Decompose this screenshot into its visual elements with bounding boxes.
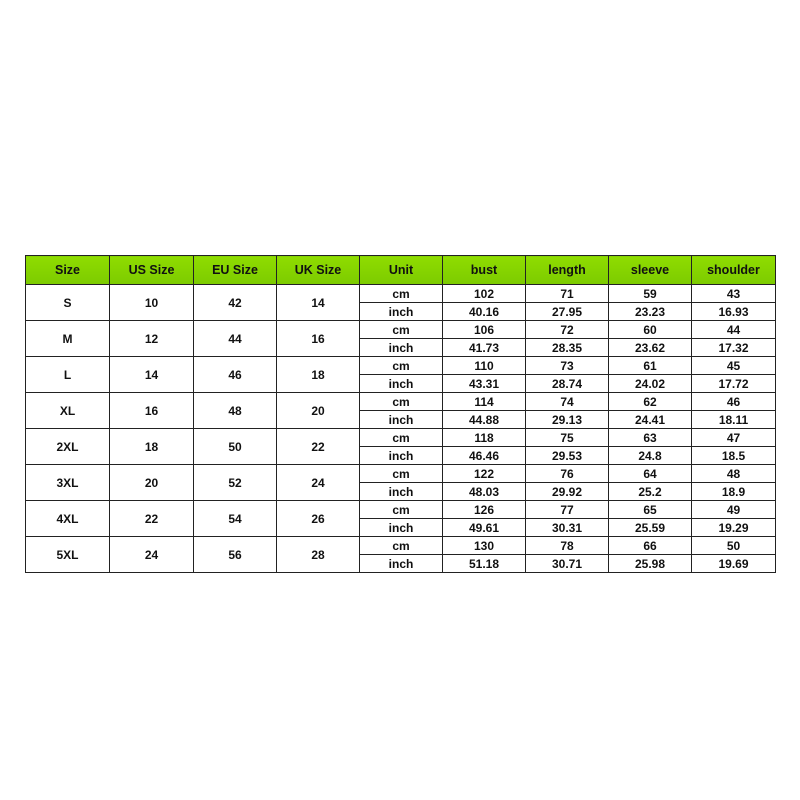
table-row-cm (26, 393, 776, 411)
shoulder-cell: 18.9 (692, 483, 776, 501)
uk-size-cell: 28 (277, 537, 360, 573)
bust-cell: 114 (443, 393, 526, 411)
sleeve-cell: 65 (609, 501, 692, 519)
size-cell: S (26, 285, 110, 321)
bust-cell: 102 (443, 285, 526, 303)
shoulder-cell: 44 (692, 321, 776, 339)
length-cell: 28.35 (526, 339, 609, 357)
header-unit: Unit (360, 256, 443, 285)
unit-cell: inch (360, 339, 443, 357)
table-row-cm (26, 465, 776, 483)
sleeve-cell: 23.23 (609, 303, 692, 321)
length-cell: 29.92 (526, 483, 609, 501)
size-cell: L (26, 357, 110, 393)
uk-size-cell: 16 (277, 321, 360, 357)
size-chart-table (25, 255, 776, 573)
eu-size-cell: 44 (194, 321, 277, 357)
sleeve-cell: 25.98 (609, 555, 692, 573)
eu-size-cell: 54 (194, 501, 277, 537)
shoulder-cell: 48 (692, 465, 776, 483)
shoulder-cell: 45 (692, 357, 776, 375)
bust-cell: 110 (443, 357, 526, 375)
bust-cell: 49.61 (443, 519, 526, 537)
sleeve-cell: 63 (609, 429, 692, 447)
length-cell: 28.74 (526, 375, 609, 393)
bust-cell: 44.88 (443, 411, 526, 429)
eu-size-cell: 46 (194, 357, 277, 393)
bust-cell: 122 (443, 465, 526, 483)
table-row-cm (26, 501, 776, 519)
shoulder-cell: 49 (692, 501, 776, 519)
length-cell: 29.13 (526, 411, 609, 429)
length-cell: 73 (526, 357, 609, 375)
size-cell: XL (26, 393, 110, 429)
eu-size-cell: 50 (194, 429, 277, 465)
sleeve-cell: 25.59 (609, 519, 692, 537)
table-row-cm (26, 537, 776, 555)
length-cell: 29.53 (526, 447, 609, 465)
bust-cell: 118 (443, 429, 526, 447)
shoulder-cell: 47 (692, 429, 776, 447)
header-bust: bust (443, 256, 526, 285)
size-cell: 5XL (26, 537, 110, 573)
eu-size-cell: 52 (194, 465, 277, 501)
unit-cell: cm (360, 285, 443, 303)
uk-size-cell: 18 (277, 357, 360, 393)
bust-cell: 106 (443, 321, 526, 339)
header-us-size: US Size (110, 256, 194, 285)
us-size-cell: 22 (110, 501, 194, 537)
size-cell: 3XL (26, 465, 110, 501)
us-size-cell: 16 (110, 393, 194, 429)
header-row (26, 256, 776, 285)
unit-cell: cm (360, 357, 443, 375)
unit-cell: cm (360, 501, 443, 519)
shoulder-cell: 19.29 (692, 519, 776, 537)
unit-cell: cm (360, 429, 443, 447)
shoulder-cell: 19.69 (692, 555, 776, 573)
shoulder-cell: 17.32 (692, 339, 776, 357)
unit-cell: inch (360, 447, 443, 465)
uk-size-cell: 22 (277, 429, 360, 465)
table-row-cm (26, 357, 776, 375)
unit-cell: inch (360, 411, 443, 429)
bust-cell: 41.73 (443, 339, 526, 357)
bust-cell: 51.18 (443, 555, 526, 573)
length-cell: 74 (526, 393, 609, 411)
length-cell: 75 (526, 429, 609, 447)
unit-cell: cm (360, 321, 443, 339)
header-uk-size: UK Size (277, 256, 360, 285)
sleeve-cell: 61 (609, 357, 692, 375)
uk-size-cell: 20 (277, 393, 360, 429)
sleeve-cell: 24.02 (609, 375, 692, 393)
sleeve-cell: 62 (609, 393, 692, 411)
table-row-cm (26, 429, 776, 447)
shoulder-cell: 18.5 (692, 447, 776, 465)
header-eu-size: EU Size (194, 256, 277, 285)
shoulder-cell: 16.93 (692, 303, 776, 321)
header-shoulder: shoulder (692, 256, 776, 285)
length-cell: 71 (526, 285, 609, 303)
header-sleeve: sleeve (609, 256, 692, 285)
length-cell: 30.71 (526, 555, 609, 573)
us-size-cell: 24 (110, 537, 194, 573)
table-row-cm (26, 321, 776, 339)
unit-cell: inch (360, 375, 443, 393)
shoulder-cell: 50 (692, 537, 776, 555)
sleeve-cell: 25.2 (609, 483, 692, 501)
us-size-cell: 12 (110, 321, 194, 357)
unit-cell: inch (360, 303, 443, 321)
size-cell: M (26, 321, 110, 357)
size-cell: 2XL (26, 429, 110, 465)
uk-size-cell: 26 (277, 501, 360, 537)
bust-cell: 40.16 (443, 303, 526, 321)
sleeve-cell: 59 (609, 285, 692, 303)
bust-cell: 126 (443, 501, 526, 519)
us-size-cell: 20 (110, 465, 194, 501)
size-cell: 4XL (26, 501, 110, 537)
sleeve-cell: 24.8 (609, 447, 692, 465)
table-row-cm (26, 285, 776, 303)
sleeve-cell: 24.41 (609, 411, 692, 429)
us-size-cell: 10 (110, 285, 194, 321)
header-size: Size (26, 256, 110, 285)
length-cell: 78 (526, 537, 609, 555)
us-size-cell: 18 (110, 429, 194, 465)
header-length: length (526, 256, 609, 285)
us-size-cell: 14 (110, 357, 194, 393)
eu-size-cell: 48 (194, 393, 277, 429)
length-cell: 72 (526, 321, 609, 339)
shoulder-cell: 43 (692, 285, 776, 303)
shoulder-cell: 46 (692, 393, 776, 411)
length-cell: 27.95 (526, 303, 609, 321)
table-header (26, 256, 776, 285)
uk-size-cell: 24 (277, 465, 360, 501)
bust-cell: 48.03 (443, 483, 526, 501)
bust-cell: 46.46 (443, 447, 526, 465)
unit-cell: cm (360, 465, 443, 483)
sleeve-cell: 60 (609, 321, 692, 339)
sleeve-cell: 23.62 (609, 339, 692, 357)
bust-cell: 43.31 (443, 375, 526, 393)
unit-cell: cm (360, 393, 443, 411)
length-cell: 30.31 (526, 519, 609, 537)
unit-cell: inch (360, 483, 443, 501)
unit-cell: cm (360, 537, 443, 555)
sleeve-cell: 66 (609, 537, 692, 555)
eu-size-cell: 56 (194, 537, 277, 573)
bust-cell: 130 (443, 537, 526, 555)
length-cell: 77 (526, 501, 609, 519)
shoulder-cell: 18.11 (692, 411, 776, 429)
eu-size-cell: 42 (194, 285, 277, 321)
table-body (26, 285, 776, 573)
shoulder-cell: 17.72 (692, 375, 776, 393)
unit-cell: inch (360, 555, 443, 573)
sleeve-cell: 64 (609, 465, 692, 483)
uk-size-cell: 14 (277, 285, 360, 321)
length-cell: 76 (526, 465, 609, 483)
unit-cell: inch (360, 519, 443, 537)
